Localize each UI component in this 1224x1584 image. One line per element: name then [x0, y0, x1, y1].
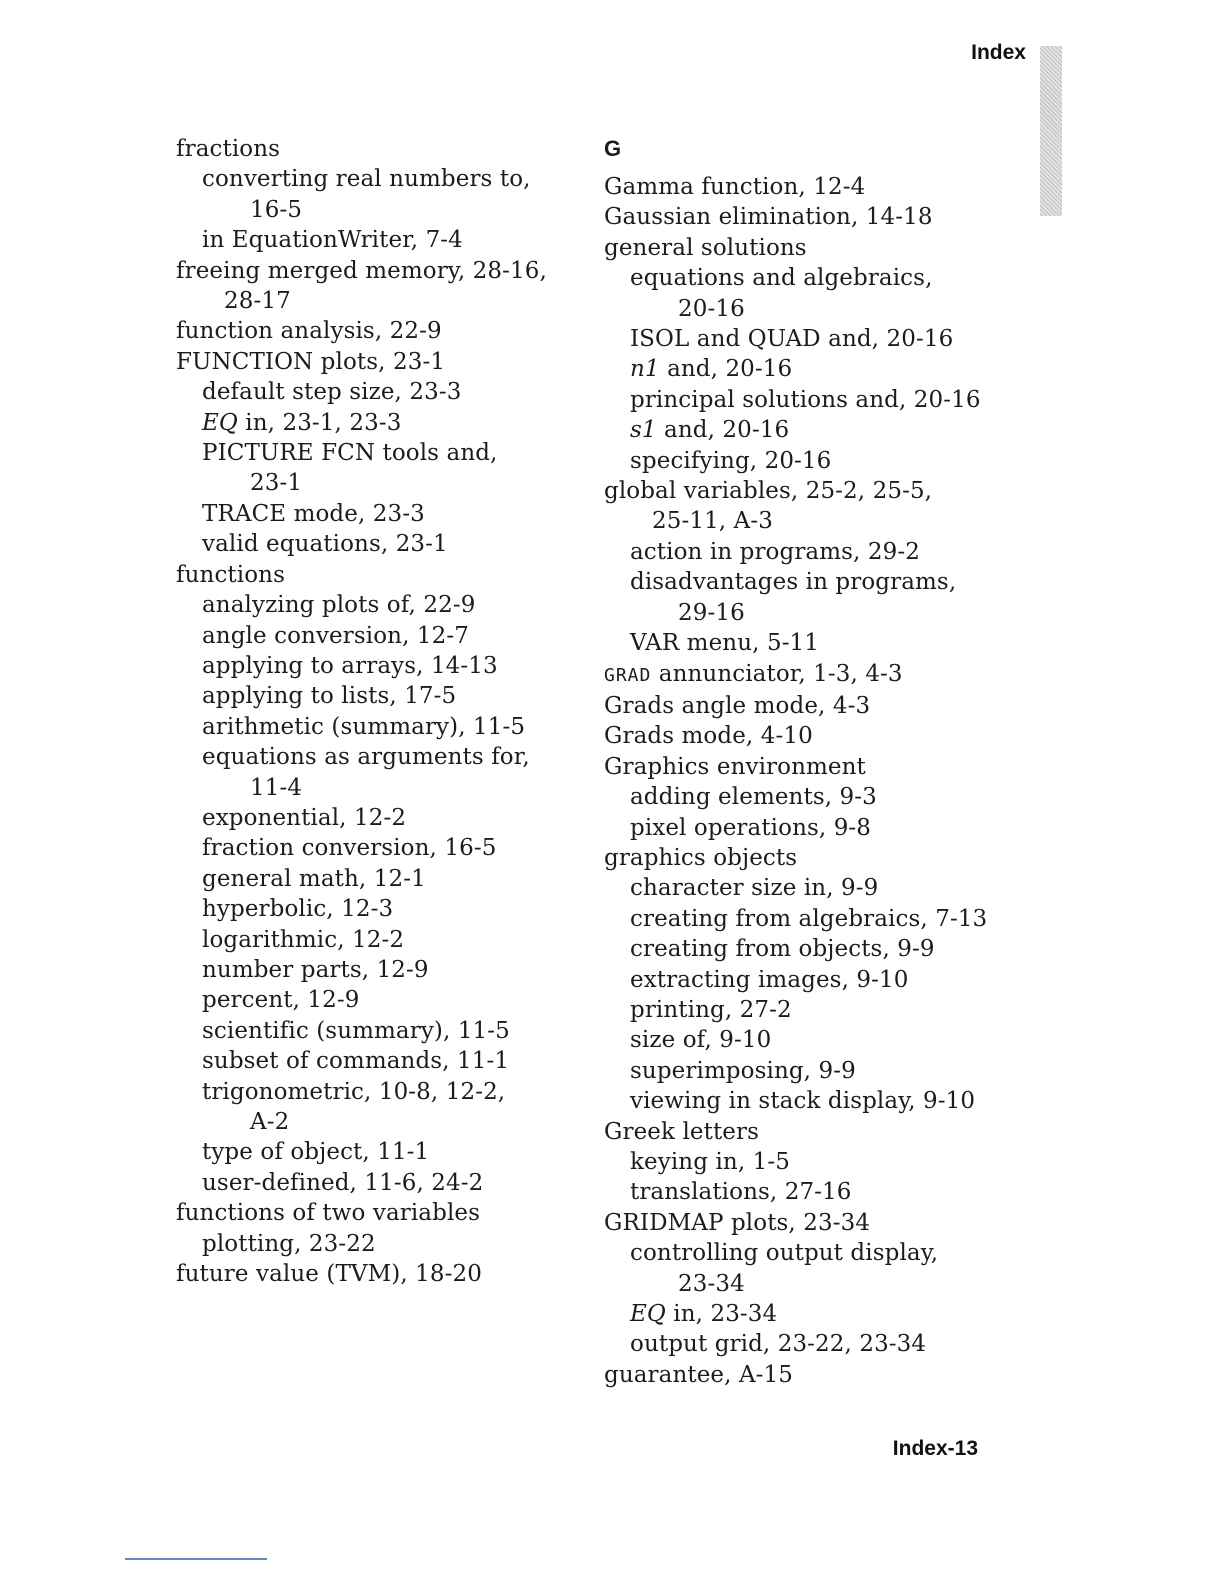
index-entry	[604, 659, 1004, 691]
index-subentry	[604, 782, 1004, 812]
index-subentry	[176, 925, 556, 955]
entry-text: PICTURE FCN tools and,	[202, 440, 498, 467]
entry-text: Greek letters	[604, 1118, 760, 1145]
index-subentry	[176, 864, 556, 894]
entry-text: global variables, 25-2, 25-5,	[604, 478, 933, 505]
entry-text: creating from algebraics, 7-13	[630, 905, 988, 932]
index-subentry	[604, 537, 1004, 567]
entry-text: and, 20-16	[659, 356, 793, 383]
entry-text: valid equations, 23-1	[202, 531, 448, 558]
index-subentry	[176, 803, 556, 833]
entry-text: output grid, 23-22, 23-34	[630, 1331, 927, 1358]
index-subentry	[176, 164, 556, 194]
index-entry-continuation	[176, 1107, 556, 1137]
entry-text: creating from objects, 9-9	[630, 936, 935, 963]
index-subentry	[604, 1177, 1004, 1207]
index-subentry	[604, 1238, 1004, 1268]
index-subentry	[604, 1025, 1004, 1055]
entry-text: annunciator, 1-3, 4-3	[651, 660, 903, 687]
entry-text: graphics objects	[604, 844, 798, 871]
index-entry	[604, 476, 1004, 506]
index-subentry	[176, 590, 556, 620]
index-entry-continuation	[176, 286, 556, 316]
entry-text: 25-11, A-3	[652, 508, 773, 535]
index-entry	[176, 347, 556, 377]
index-entry	[604, 202, 1004, 232]
index-subentry	[176, 742, 556, 772]
entry-text: Graphics environment	[604, 753, 866, 780]
entry-text: and, 20-16	[656, 417, 790, 444]
entry-text: A-2	[250, 1109, 290, 1135]
entry-text: 23-1	[250, 470, 303, 497]
index-subentry	[604, 385, 1004, 415]
index-entry	[604, 752, 1004, 782]
index-subentry	[604, 354, 1004, 384]
entry-text: size of, 9-10	[630, 1027, 772, 1054]
entry-text: controlling output display,	[630, 1240, 939, 1267]
entry-text: keying in, 1-5	[630, 1149, 790, 1175]
index-subentry	[176, 225, 556, 255]
index-subentry	[176, 985, 556, 1015]
index-column-right	[604, 134, 1004, 1390]
entry-text: functions	[176, 561, 285, 588]
entry-text: functions of two variables	[176, 1200, 481, 1227]
entry-text: equations and algebraics,	[630, 265, 933, 292]
index-subentry	[176, 621, 556, 651]
index-subentry	[176, 651, 556, 681]
index-subentry	[176, 438, 556, 468]
index-column-left	[176, 134, 556, 1289]
entry-text: function analysis, 22-9	[176, 318, 442, 345]
entry-text: applying to lists, 17-5	[202, 683, 457, 710]
index-subentry	[176, 499, 556, 529]
index-entry-continuation	[604, 1269, 1004, 1299]
index-entry	[176, 1259, 556, 1289]
index-subentry	[604, 446, 1004, 476]
entry-text: exponential, 12-2	[202, 804, 407, 831]
index-subentry	[604, 263, 1004, 293]
entry-text: in, 23-34	[665, 1301, 778, 1328]
entry-text: 28-17	[224, 288, 291, 315]
index-subentry	[604, 628, 1004, 658]
entry-text: logarithmic, 12-2	[202, 926, 405, 953]
entry-text: character size in, 9-9	[630, 875, 879, 902]
entry-text: printing, 27-2	[630, 996, 792, 1023]
index-subentry	[176, 833, 556, 863]
entry-text: 29-16	[678, 599, 745, 626]
index-subentry	[176, 1046, 556, 1076]
index-subentry	[176, 712, 556, 742]
entry-text: percent, 12-9	[202, 987, 360, 1014]
index-entry-continuation	[176, 468, 556, 498]
entry-text: future value (TVM), 18-20	[176, 1261, 482, 1288]
entry-text: adding elements, 9-3	[630, 784, 877, 811]
index-subentry	[604, 934, 1004, 964]
entry-text: GRIDMAP plots, 23-34	[604, 1209, 871, 1236]
index-entry	[176, 560, 556, 590]
entry-annunciator-term: GRAD	[604, 664, 652, 686]
index-subentry	[604, 904, 1004, 934]
entry-text: pixel operations, 9-8	[630, 814, 872, 841]
entry-text: subset of commands, 11-1	[202, 1048, 510, 1075]
index-subentry	[604, 1147, 1004, 1177]
index-entry-continuation	[604, 506, 1004, 536]
footer-rule	[125, 1558, 267, 1560]
entry-italic-term: n1	[630, 356, 660, 383]
entry-text: guarantee, A-15	[604, 1361, 794, 1388]
entry-text: superimposing, 9-9	[630, 1057, 856, 1084]
index-subentry	[604, 1086, 1004, 1116]
entry-text: equations as arguments for,	[202, 744, 530, 771]
index-entries-right	[604, 172, 1004, 1390]
index-subentry	[176, 1168, 556, 1198]
section-letter-heading: G	[604, 136, 622, 161]
entry-text: 20-16	[678, 295, 745, 322]
entry-italic-term: EQ	[630, 1301, 666, 1328]
entry-text: number parts, 12-9	[202, 956, 429, 983]
entry-text: Grads mode, 4-10	[604, 723, 813, 750]
entry-text: 11-4	[250, 774, 303, 801]
entry-text: extracting images, 9-10	[630, 966, 909, 993]
index-subentry	[604, 813, 1004, 843]
thumb-index-tab	[1040, 46, 1062, 216]
index-entry-continuation	[176, 195, 556, 225]
entry-text: 23-34	[678, 1270, 745, 1297]
index-entry	[176, 1198, 556, 1228]
page-number: Index-13	[892, 1437, 978, 1460]
index-entry-continuation	[176, 773, 556, 803]
entry-text: fractions	[176, 136, 281, 162]
index-entry	[604, 691, 1004, 721]
entry-text: default step size, 23-3	[202, 379, 462, 406]
entry-text: action in programs, 29-2	[630, 538, 920, 565]
index-subentry	[176, 1077, 556, 1107]
index-subentry	[604, 1056, 1004, 1086]
index-entry	[604, 233, 1004, 263]
entry-text: Gaussian elimination, 14-18	[604, 204, 933, 231]
entry-text: TRACE mode, 23-3	[202, 500, 425, 527]
index-subentry	[176, 1016, 556, 1046]
index-subentry	[604, 324, 1004, 354]
index-subentry	[176, 408, 556, 438]
index-entry	[604, 721, 1004, 751]
entry-text: FUNCTION plots, 23-1	[176, 348, 446, 375]
index-subentry	[176, 955, 556, 985]
index-subentry	[176, 1229, 556, 1259]
entry-text: principal solutions and, 20-16	[630, 386, 981, 413]
entry-text: general math, 12-1	[202, 865, 426, 892]
entry-text: in EquationWriter, 7-4	[202, 227, 463, 254]
entry-text: converting real numbers to,	[202, 166, 531, 193]
entry-text: plotting, 23-22	[202, 1230, 376, 1257]
entry-text: specifying, 20-16	[630, 447, 832, 474]
index-subentry	[176, 1137, 556, 1167]
index-entry	[604, 1117, 1004, 1147]
index-entry	[604, 1360, 1004, 1390]
index-entry	[604, 172, 1004, 202]
entry-text: hyperbolic, 12-3	[202, 896, 394, 923]
index-entry	[176, 256, 556, 286]
entry-text: Gamma function, 12-4	[604, 174, 866, 200]
entry-text: angle conversion, 12-7	[202, 622, 469, 649]
entry-text: analyzing plots of, 22-9	[202, 592, 476, 619]
index-subentry	[604, 1299, 1004, 1329]
entry-italic-term: s1	[630, 417, 657, 444]
index-entry-continuation	[604, 294, 1004, 324]
entry-text: freeing merged memory, 28-16,	[176, 257, 547, 284]
entry-text: viewing in stack display, 9-10	[630, 1088, 976, 1115]
index-subentry	[604, 873, 1004, 903]
entry-text: fraction conversion, 16-5	[202, 835, 497, 862]
entry-text: type of object, 11-1	[202, 1139, 430, 1166]
index-entry	[176, 316, 556, 346]
entry-text: user-defined, 11-6, 24-2	[202, 1169, 484, 1196]
index-entry	[604, 843, 1004, 873]
entry-text: Grads angle mode, 4-3	[604, 692, 871, 719]
entry-text: arithmetic (summary), 11-5	[202, 713, 526, 740]
entry-text: VAR menu, 5-11	[630, 630, 820, 657]
index-subentry	[176, 894, 556, 924]
entry-text: in, 23-1, 23-3	[237, 409, 402, 436]
entry-italic-term: EQ	[202, 409, 238, 436]
entry-text: ISOL and QUAD and, 20-16	[630, 326, 954, 353]
entry-text: translations, 27-16	[630, 1179, 852, 1206]
running-header-title: Index	[971, 41, 1026, 64]
index-subentry	[604, 965, 1004, 995]
index-entry	[604, 1208, 1004, 1238]
entry-text: trigonometric, 10-8, 12-2,	[202, 1078, 506, 1105]
index-subentry	[176, 529, 556, 559]
index-subentry	[604, 567, 1004, 597]
index-entry-continuation	[604, 598, 1004, 628]
index-subentry	[604, 995, 1004, 1025]
entry-text: applying to arrays, 14-13	[202, 652, 498, 679]
entry-text: scientific (summary), 11-5	[202, 1017, 510, 1044]
entry-text: general solutions	[604, 234, 807, 261]
index-subentry	[176, 681, 556, 711]
entry-text: 16-5	[250, 196, 303, 223]
index-entry	[176, 134, 556, 164]
index-subentry	[604, 415, 1004, 445]
index-subentry	[604, 1329, 1004, 1359]
entry-text: disadvantages in programs,	[630, 569, 957, 596]
index-subentry	[176, 377, 556, 407]
